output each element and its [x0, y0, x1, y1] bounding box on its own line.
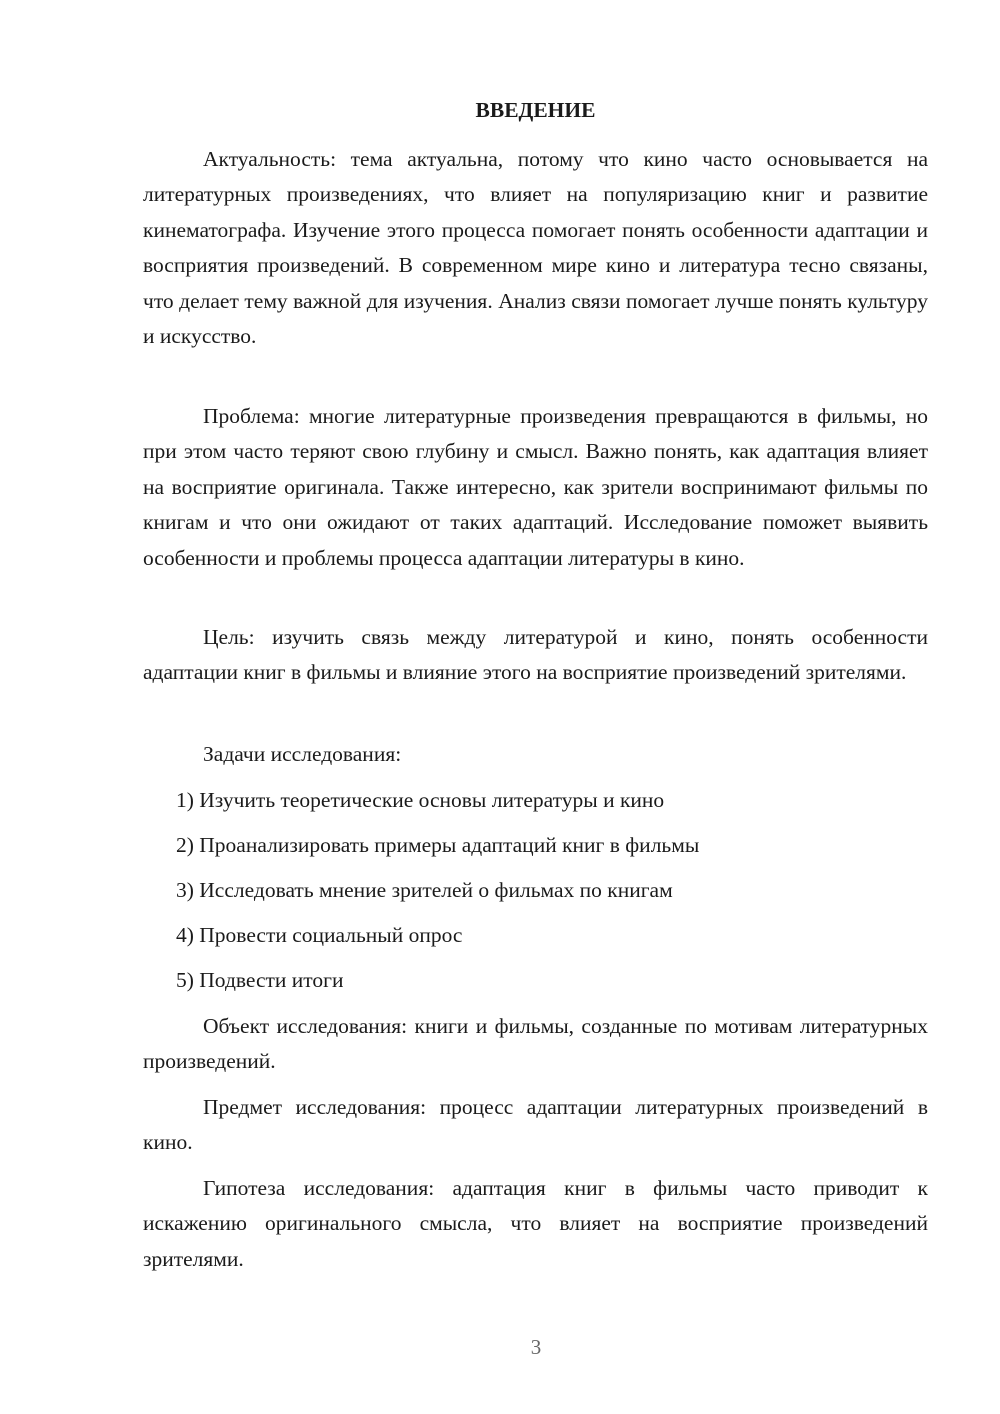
goal-paragraph: Цель: изучить связь между литературой и кино, понять особенности адаптации книг в фильмы и влияние этого на восприятие произведений зрителями. — [143, 625, 928, 685]
object-paragraph: Объект исследования: книги и фильмы, созданные по мотивам литературных произведений. — [143, 1014, 928, 1074]
tasks-heading: Задачи исследования: — [203, 742, 402, 766]
task-item-5: 5) Подвести итоги — [176, 968, 344, 992]
section-title: ВВЕДЕНИЕ — [475, 98, 596, 122]
task-item-1: 1) Изучить теоретические основы литературы и кино — [176, 788, 665, 812]
task-item-3: 3) Исследовать мнение зрителей о фильмах по книгам — [176, 878, 673, 902]
task-item-2: 2) Проанализировать примеры адаптаций книг в фильмы — [176, 833, 700, 857]
page-number: 3 — [530, 1335, 542, 1359]
subject-paragraph: Предмет исследования: процесс адаптации литературных произведений в кино. — [143, 1095, 928, 1155]
task-item-4: 4) Провести социальный опрос — [176, 923, 463, 947]
relevance-paragraph: Актуальность: тема актуальна, потому что кино часто основывается на литературных произведениях, что влияет на популяризацию книг и развитие кинематографа. Изучение этого процесса помогает понять особенности адаптации и восприятия произведений. В современном мире кино и литература тесно связаны, что делает тему важной для изучения. Анализ связи помогает лучше понять культуру и искусство. — [143, 147, 928, 349]
hypothesis-paragraph: Гипотеза исследования: адаптация книг в фильмы часто приводит к искажению оригинального смысла, что влияет на восприятие произведений зрителями. — [143, 1176, 928, 1271]
problem-paragraph: Проблема: многие литературные произведения превращаются в фильмы, но при этом часто теряют свою глубину и смысл. Важно понять, как адаптация влияет на восприятие оригинала. Также интересно, как зрители воспринимают фильмы по книгам и что они ожидают от таких адаптаций. Исследование поможет выявить особенности и проблемы процесса адаптации литературы в кино. — [143, 404, 928, 570]
